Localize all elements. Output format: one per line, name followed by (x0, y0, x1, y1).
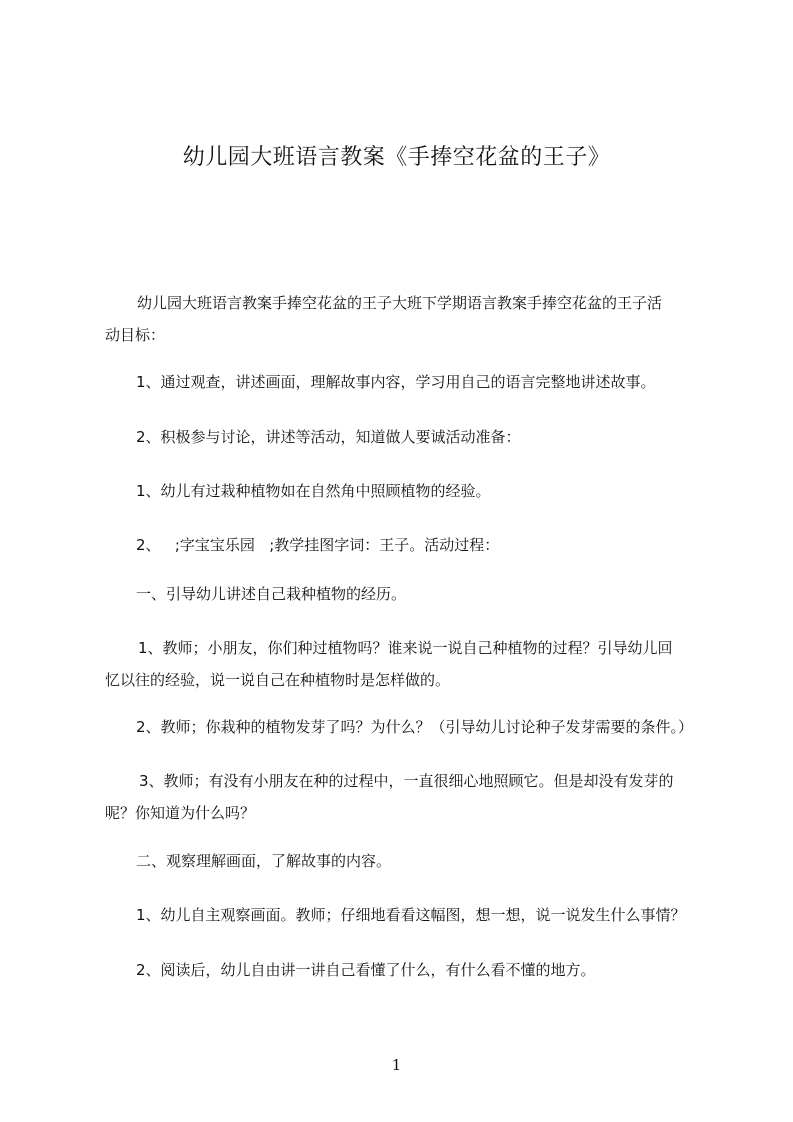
paragraph-intro-line1: 幼儿园大班语言教案手捧空花盆的王子大班下学期语言教案手捧空花盆的王子活 (137, 294, 663, 312)
document-title: 幼儿园大班语言教案《手捧空花盆的王子》 (182, 145, 611, 170)
paragraph-step-1-3 (105, 765, 674, 829)
paragraph-goal-1: 1、通过观查，讲述画面，理解故事内容，学习用自己的语言完整地讲述故事。 (136, 373, 656, 391)
paragraph-step-1-1-line1: 1、教师；小朋友，你们种过植物吗？谁来说一说自己种植物的过程？引导幼儿回 (138, 639, 673, 657)
section-heading-1: 一、引导幼儿讲述自己栽种植物的经历。 (136, 585, 407, 603)
paragraph-step-1-3-line1: 3、教师；有没有小朋友在种的过程中，一直很细心地照顾它。但是却没有发芽的 (139, 772, 674, 790)
section-heading-2: 二、观察理解画面，了解故事的内容。 (136, 852, 392, 870)
page-number: 1 (391, 1056, 402, 1074)
paragraph-step-1-1-line2: 忆以往的经验，说一说自己在种植物时是怎样做的。 (105, 671, 451, 689)
paragraph-intro-line2: 动目标： (105, 326, 166, 344)
paragraph-step-2-2: 2、阅读后，幼儿自由讲一讲自己看懂了什么，有什么看不懂的地方。 (136, 961, 596, 979)
paragraph-goal-2: 2、积极参与讨论，讲述等活动，知道做人要诚活动准备： (136, 428, 521, 446)
paragraph-step-1-2: 2、教师；你栽种的植物发芽了吗？为什么？（引导幼儿讨论种子发芽需要的条件。） (136, 718, 694, 736)
paragraph-prep-2: 2、 ;字宝宝乐园 ;教学挂图字词：王子。活动过程： (136, 536, 500, 554)
paragraph-intro (105, 287, 662, 351)
paragraph-prep-1: 1、幼儿有过栽种植物如在自然角中照顾植物的经验。 (136, 482, 491, 500)
paragraph-step-2-1: 1、幼儿自主观察画面。教师；仔细地看看这幅图，想一想，说一说发生什么事情？ (136, 906, 686, 924)
paragraph-step-1-1 (105, 632, 673, 696)
paragraph-step-1-3-line2: 呢？你知道为什么吗？ (105, 804, 256, 822)
